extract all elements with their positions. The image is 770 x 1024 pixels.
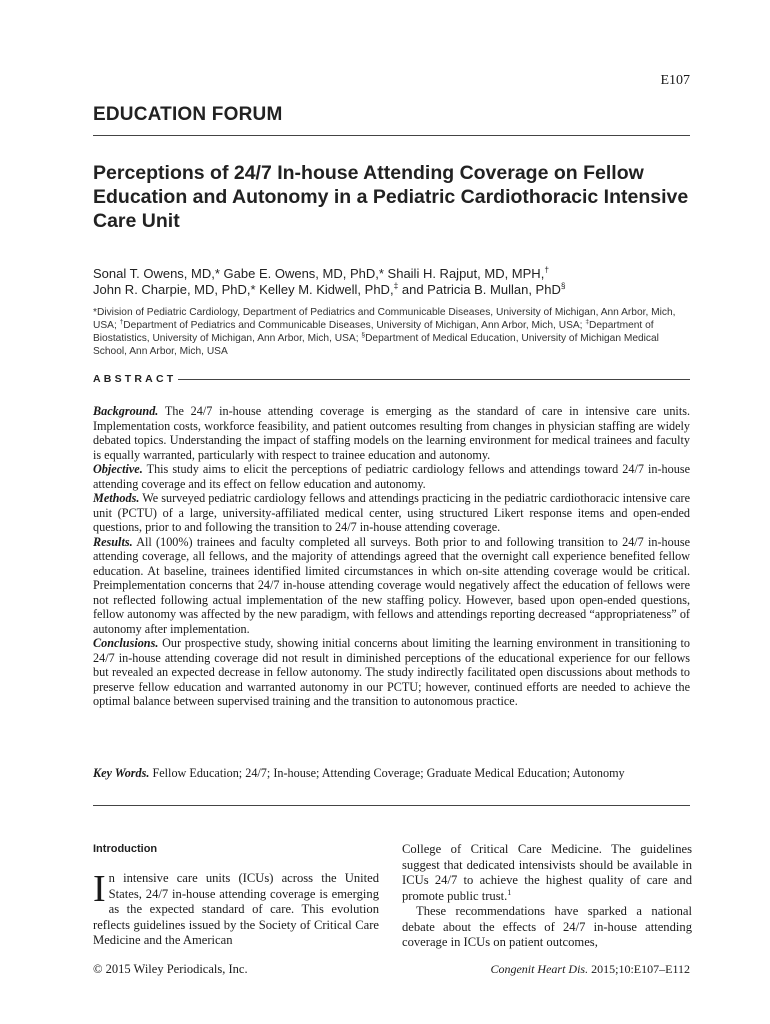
abstract-methods (93, 491, 690, 535)
abstract-heading (93, 373, 690, 385)
intro-paragraph-2 (402, 842, 692, 904)
intro-text: College of Critical Care Medicine. The guidelines suggest that dedicated intensivists should be available in ICUs 24/7 to achieve the highest quality of care and promote public trust. (402, 842, 692, 903)
section-heading: EDUCATION FORUM (93, 104, 283, 125)
copyright: © 2015 Wiley Periodicals, Inc. (93, 962, 248, 976)
author-mark: ‡ (393, 280, 399, 291)
abstract-text: All (100%) trainees and faculty completed all surveys. Both prior to and following transition to 24/7 in-house attending coverage, all fellows, and the majority of attendings agreed that the overnight call experience benefited fellow education. At baseline, trainees identified limited circumstances in which on-site attending coverage would be critical. Preimplementation concerns that 24/7 in-house attending coverage would negatively affect the education of fellows were not reflected following actual implementation of the new staffing policy. However, based upon open-ended questions, fellow autonomy was affected by the new paradigm, with fellows and attendings reporting decreased “appropriateness” of autonomy after implementation. (93, 534, 690, 636)
abstract-label: Methods. (93, 491, 140, 505)
reference-mark[interactable]: 1 (507, 887, 512, 897)
intro-paragraph-3: These recommendations have sparked a national debate about the effects of 24/7 in-house attending coverage in ICUs on patient outcomes, (402, 904, 692, 949)
abstract-label: Background. (93, 404, 159, 418)
introduction-heading: Introduction (93, 843, 158, 855)
author-list (93, 266, 693, 298)
page-number: E107 (660, 73, 690, 88)
abstract-label: Conclusions. (93, 636, 159, 650)
abstract-heading-label: ABSTRACT (93, 373, 177, 385)
citation-pages: 2015;10:E107–E112 (588, 962, 690, 976)
author-mark: § (560, 280, 566, 291)
body-column-right (402, 842, 692, 951)
affiliation-mark: ‡ (585, 318, 590, 326)
affiliation-mark: § (361, 331, 366, 339)
affiliation-text: *Division of Pediatric Cardiology, Department of Pediatrics and Communicable Diseases, University of Michigan, Ann Arbor, Mich, USA; (93, 307, 676, 331)
affiliation-text: Department of Pediatrics and Communicable Diseases, University of Michigan, Ann Arbor, Mich, USA; (123, 320, 586, 331)
body-column-left (93, 868, 379, 949)
abstract-conclusions (93, 636, 690, 709)
authors-line-2a: John R. Charpie, MD, PhD,* Kelley M. Kidwell, PhD, (93, 282, 394, 297)
abstract-text: The 24/7 in-house attending coverage is emerging as the standard of care in intensive care units. Implementation costs, workforce feasibility, and patient outcomes resulting from changes in physician staffing are widely debated topics. Understanding the impact of staffing models on the learning environment for medical trainees and faculty is equally warranted, particularly with respect to trainee education and autonomy. (93, 404, 690, 462)
affiliation-text: Department of Medical Education, University of Michigan Medical School, Ann Arbor, Mich, USA (93, 333, 659, 357)
journal-citation (490, 962, 690, 977)
abstract-objective (93, 462, 690, 491)
affiliation-text: Department of Biostatistics, University of Michigan, Ann Arbor, Mich, USA; (93, 320, 654, 344)
abstract-results (93, 535, 690, 637)
affiliation-mark: † (119, 318, 124, 326)
intro-paragraph-1: n intensive care units (ICUs) across the United States, 24/7 in-house attending coverage is emerging as the expected standard of care. This evolution reflects guidelines issued by the Society of Critical Care Medicine and the American (93, 871, 379, 947)
keywords-label: Key Words. (93, 766, 150, 780)
abstract-text: Our prospective study, showing initial concerns about limiting the learning environment in transitioning to 24/7 in-house attending coverage did not result in diminished perceptions of the educational experience for our fellows but revealed an expected decrease in fellow autonomy. The study indirectly facilitated open discussions about methods to preserve fellow education and warranted autonomy in our PCTU; however, continued efforts are needed to achieve the optimal balance between supervised training and the transition to autonomous practice. (93, 636, 690, 708)
abstract-text: We surveyed pediatric cardiology fellows and attendings practicing in the pediatric cardiothoracic intensive care unit (PCTU) of a large, university-affiliated medical center, using structured Likert response items and open-ended questions, prior to and following the transition to 24/7 in-house attending coverage. (93, 491, 690, 534)
abstract-text: This study aims to elicit the perceptions of pediatric cardiology fellows and attendings toward 24/7 in-house attending coverage and its effect on fellow education and autonomy. (93, 462, 690, 491)
affiliations (93, 306, 693, 358)
keywords-text: Fellow Education; 24/7; In-house; Attending Coverage; Graduate Medical Education; Autonomy (149, 766, 625, 780)
section-divider (93, 135, 690, 136)
keywords (93, 766, 693, 781)
article-title: Perceptions of 24/7 In-house Attending Coverage on Fellow Education and Autonomy in a Pediatric Cardiothoracic Intensive Care Unit (93, 162, 689, 232)
authors-line-1: Sonal T. Owens, MD,* Gabe E. Owens, MD, PhD,* Shaili H. Rajput, MD, MPH, (93, 266, 545, 281)
abstract-rule (178, 379, 690, 380)
authors-line-2b: and Patricia B. Mullan, PhD (398, 282, 561, 297)
abstract-end-divider (93, 805, 690, 806)
abstract-label: Objective. (93, 462, 143, 476)
journal-name: Congenit Heart Dis. (490, 962, 589, 976)
abstract-background (93, 404, 690, 462)
abstract-label: Results. (93, 534, 133, 549)
drop-cap: I (93, 868, 106, 910)
author-mark: † (544, 264, 550, 275)
abstract-body (93, 404, 690, 709)
